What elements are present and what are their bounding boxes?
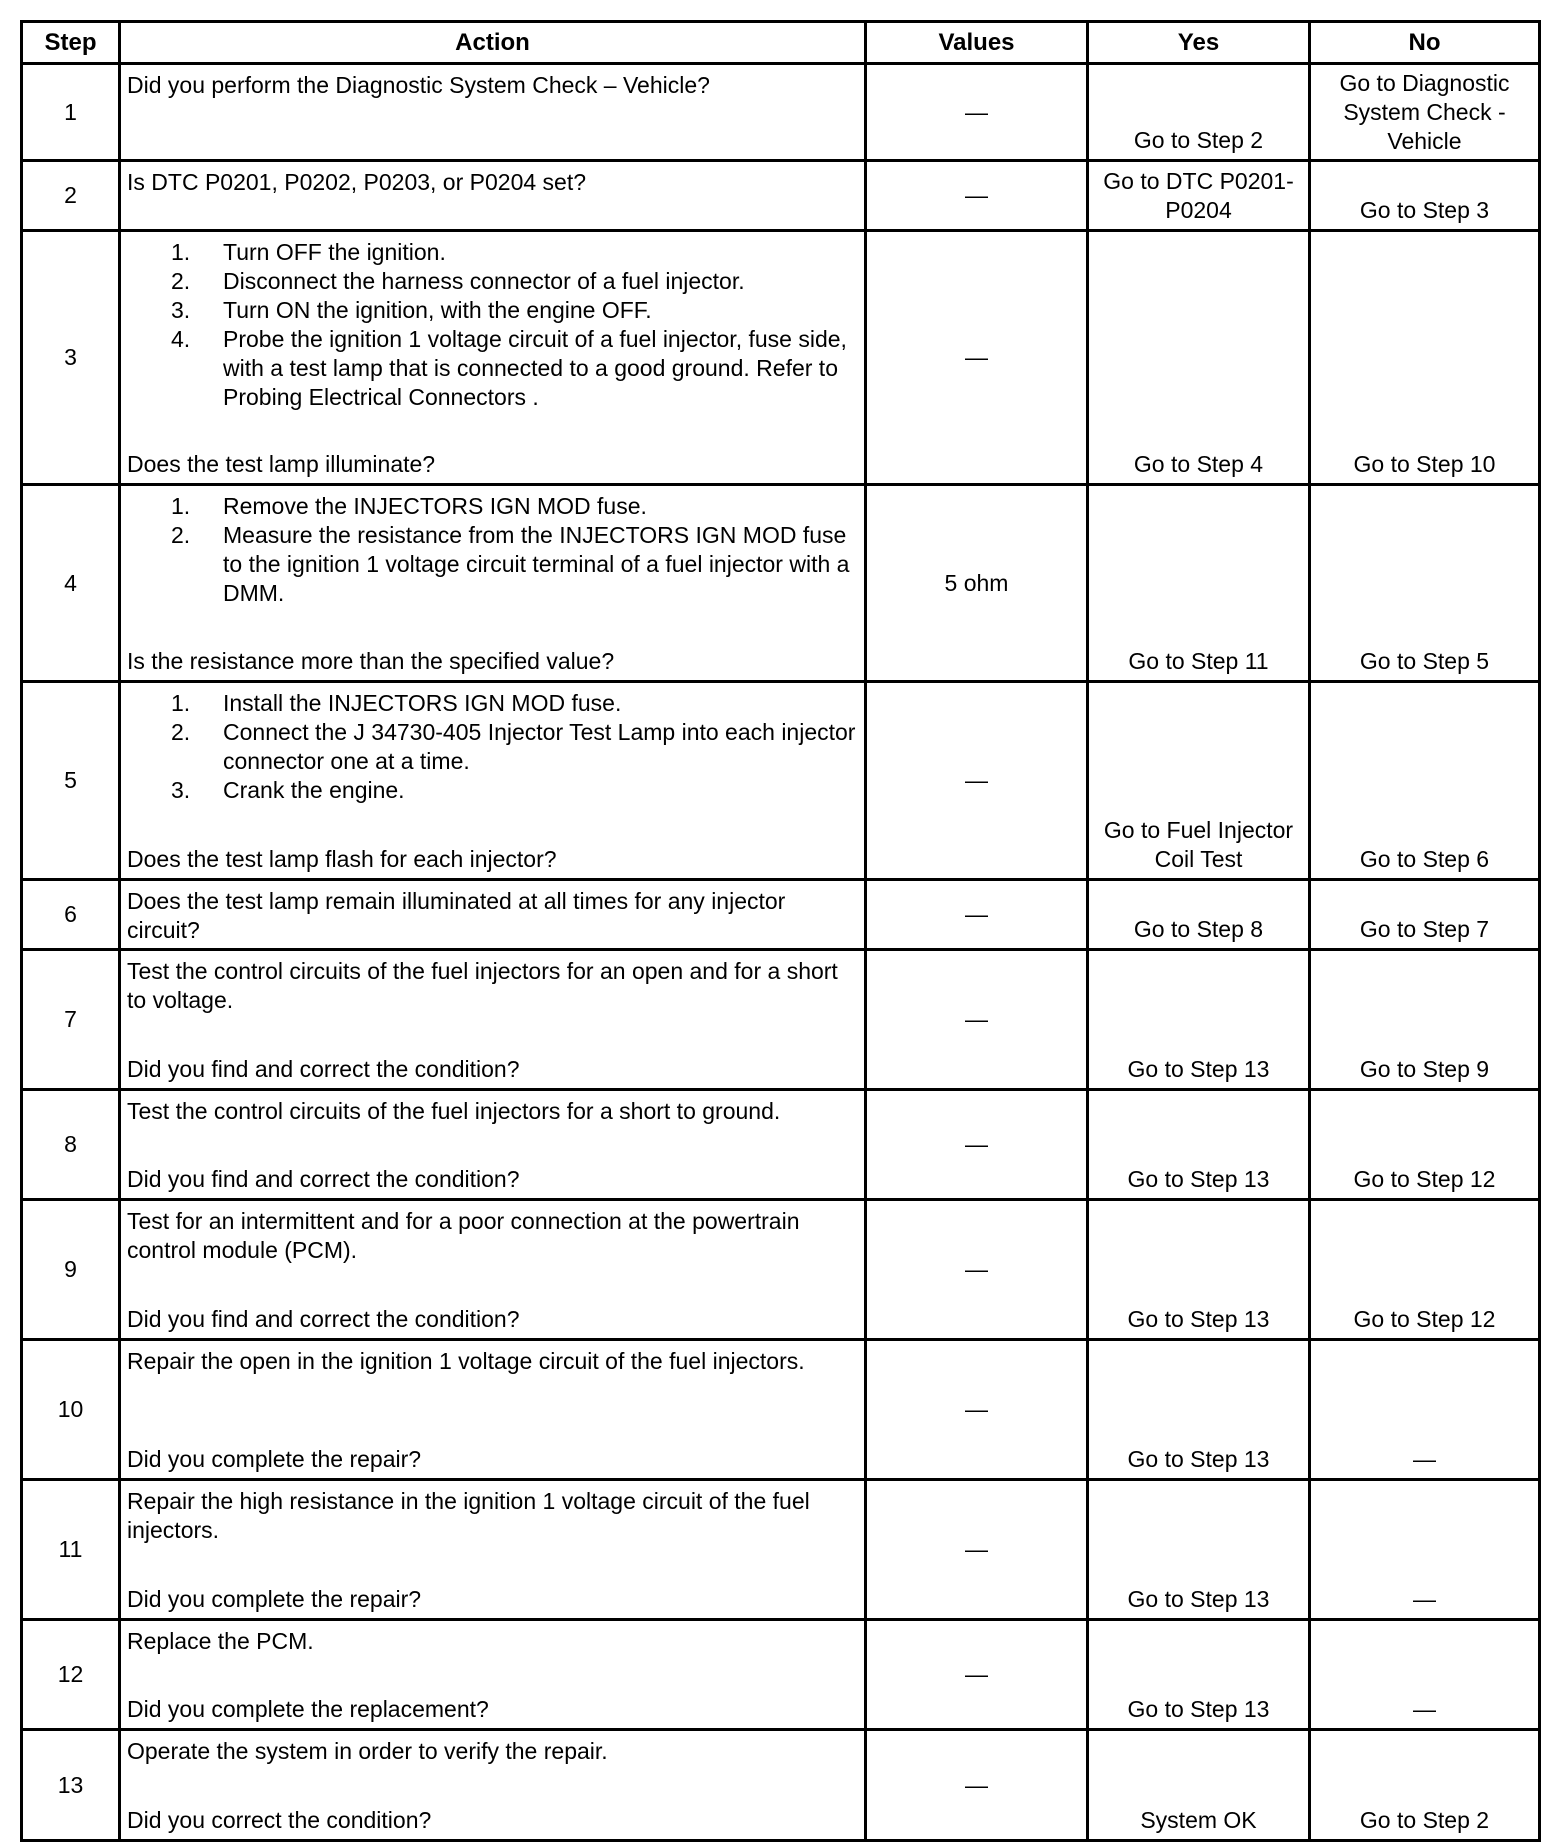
values-cell: — [866,880,1088,950]
list-item-number: 3. [171,777,191,803]
list-item [171,296,858,325]
list-item [171,776,858,805]
list-item-number: 4. [171,326,191,352]
step-number: 10 [22,1340,120,1480]
header-values: Values [866,22,1088,64]
yes-cell [1088,64,1310,161]
list-item-number: 3. [171,297,191,323]
action-steps-list [127,689,858,805]
yes-cell [1088,1090,1310,1200]
step-number: 8 [22,1090,120,1200]
list-item-text: Probe the ignition 1 voltage circuit of a fuel injector, fuse side, with a test lamp that is connected to a good ground. Refer to Probing Electrical Connectors . [223,326,847,410]
no-cell [1310,880,1540,950]
list-item [171,238,858,267]
no-cell [1310,682,1540,880]
table-row [22,950,1540,1090]
action-cell [120,1090,866,1200]
action-text: Repair the open in the ignition 1 voltage circuit of the fuel injectors. [127,1348,805,1374]
no-text: Go to Step 6 [1359,846,1490,872]
values-cell: — [866,64,1088,161]
list-item [171,325,858,412]
values-cell: — [866,231,1088,485]
no-cell [1310,1730,1540,1841]
header-step: Step [22,22,120,64]
table-row [22,1730,1540,1841]
values-cell: — [866,1480,1088,1620]
action-steps-list [127,238,858,412]
table-row [22,1340,1540,1480]
no-text: Go to Step 7 [1359,916,1490,942]
action-cell [120,880,866,950]
table-row [22,682,1540,880]
list-item-text: Disconnect the harness connector of a fuel injector. [223,268,745,294]
list-item-number: 2. [171,719,191,745]
yes-cell [1088,1620,1310,1730]
action-text: Did you perform the Diagnostic System Check – Vehicle? [127,72,710,98]
yes-text: Go to Fuel Injector Coil Test [1103,817,1294,872]
action-text: Repair the high resistance in the ignition 1 voltage circuit of the fuel injectors. [127,1488,810,1543]
table-row [22,64,1540,161]
action-cell [120,231,866,485]
yes-text: Go to Step 2 [1133,127,1264,153]
list-item-text: Turn OFF the ignition. [223,239,446,265]
values-cell: — [866,682,1088,880]
yes-text: System OK [1140,1807,1257,1833]
yes-cell [1088,485,1310,682]
action-cell [120,485,866,682]
action-cell [120,1480,866,1620]
step-number: 1 [22,64,120,161]
yes-cell [1088,1340,1310,1480]
header-row [22,22,1540,64]
action-text: Test for an intermittent and for a poor connection at the powertrain control module (PCM). [127,1208,800,1263]
values-cell: — [866,1730,1088,1841]
no-cell [1310,1200,1540,1340]
step-number: 12 [22,1620,120,1730]
no-text: Go to Step 3 [1359,197,1490,223]
action-steps-list [127,492,858,608]
list-item-number: 2. [171,522,191,548]
header-action: Action [120,22,866,64]
no-cell [1310,64,1540,161]
no-text: Go to Step 12 [1353,1306,1496,1332]
no-text: Go to Step 9 [1359,1056,1490,1082]
values-cell: — [866,1340,1088,1480]
list-item-text: Crank the engine. [223,777,405,803]
diagnostic-table [20,20,1541,1842]
list-item-number: 2. [171,268,191,294]
yes-text: Go to DTC P0201-P0204 [1103,168,1294,223]
yes-text: Go to Step 4 [1133,451,1264,477]
no-cell [1310,1480,1540,1620]
action-question: Is the resistance more than the specified value? [127,648,615,674]
values-cell: — [866,161,1088,231]
yes-cell [1088,231,1310,485]
no-text: Go to Diagnostic System Check - Vehicle [1339,70,1510,154]
list-item-text: Connect the J 34730-405 Injector Test Lamp into each injector connector one at a time. [223,719,856,774]
list-item-text: Install the INJECTORS IGN MOD fuse. [223,690,622,716]
yes-text: Go to Step 13 [1127,1696,1270,1722]
step-number: 4 [22,485,120,682]
step-number: 5 [22,682,120,880]
no-cell [1310,1090,1540,1200]
action-text: Test the control circuits of the fuel injectors for a short to ground. [127,1098,781,1124]
action-question: Does the test lamp illuminate? [127,451,436,477]
table-row [22,1090,1540,1200]
yes-cell [1088,682,1310,880]
action-cell [120,682,866,880]
list-item [171,521,858,608]
action-question: Did you find and correct the condition? [127,1306,520,1332]
list-item-number: 1. [171,239,191,265]
action-question: Does the test lamp flash for each injector? [127,846,557,872]
header-no: No [1310,22,1540,64]
yes-text: Go to Step 13 [1127,1056,1270,1082]
list-item [171,718,858,776]
no-cell [1310,231,1540,485]
no-text: Go to Step 12 [1353,1166,1496,1192]
action-text: Is DTC P0201, P0202, P0203, or P0204 set? [127,169,587,195]
no-text: — [1413,1586,1436,1612]
no-text: Go to Step 2 [1359,1807,1490,1833]
yes-text: Go to Step 13 [1127,1586,1270,1612]
step-number: 7 [22,950,120,1090]
action-question: Did you find and correct the condition? [127,1166,520,1192]
table-row [22,1620,1540,1730]
table-row [22,485,1540,682]
no-cell [1310,161,1540,231]
yes-text: Go to Step 13 [1127,1306,1270,1332]
table-row [22,231,1540,485]
action-cell [120,1730,866,1841]
yes-cell [1088,1200,1310,1340]
yes-cell [1088,1480,1310,1620]
list-item-number: 1. [171,493,191,519]
yes-cell [1088,161,1310,231]
action-cell [120,161,866,231]
action-text: Does the test lamp remain illuminated at all times for any injector circuit? [127,888,786,943]
no-cell [1310,1620,1540,1730]
table-row [22,1480,1540,1620]
list-item [171,267,858,296]
yes-text: Go to Step 11 [1128,648,1269,674]
step-number: 11 [22,1480,120,1620]
header-yes: Yes [1088,22,1310,64]
list-item-number: 1. [171,690,191,716]
step-number: 6 [22,880,120,950]
step-number: 13 [22,1730,120,1841]
list-item [171,689,858,718]
yes-cell [1088,880,1310,950]
action-question: Did you complete the repair? [127,1446,422,1472]
action-cell [120,64,866,161]
no-text: — [1413,1446,1436,1472]
no-text: Go to Step 10 [1353,451,1496,477]
values-cell: — [866,1090,1088,1200]
action-text: Test the control circuits of the fuel injectors for an open and for a short to voltage. [127,958,838,1013]
no-text: — [1413,1696,1436,1722]
yes-text: Go to Step 13 [1127,1166,1270,1192]
action-cell [120,1340,866,1480]
yes-cell [1088,950,1310,1090]
values-cell: — [866,1200,1088,1340]
action-question: Did you find and correct the condition? [127,1056,520,1082]
action-question: Did you complete the replacement? [127,1696,489,1722]
list-item-text: Measure the resistance from the INJECTORS IGN MOD fuse to the ignition 1 voltage circuit terminal of a fuel injector with a DMM. [223,522,850,606]
no-cell [1310,485,1540,682]
action-cell [120,1620,866,1730]
table-row [22,161,1540,231]
action-question: Did you complete the repair? [127,1586,422,1612]
table-row [22,880,1540,950]
action-text: Operate the system in order to verify the repair. [127,1738,608,1764]
action-text: Replace the PCM. [127,1628,314,1654]
step-number: 2 [22,161,120,231]
values-cell: — [866,950,1088,1090]
table-row [22,1200,1540,1340]
yes-cell [1088,1730,1310,1841]
no-cell [1310,1340,1540,1480]
action-cell [120,1200,866,1340]
step-number: 9 [22,1200,120,1340]
step-number: 3 [22,231,120,485]
yes-text: Go to Step 8 [1133,916,1264,942]
list-item-text: Remove the INJECTORS IGN MOD fuse. [223,493,647,519]
list-item [171,492,858,521]
yes-text: Go to Step 13 [1127,1446,1270,1472]
action-question: Did you correct the condition? [127,1807,432,1833]
values-cell: 5 ohm [866,485,1088,682]
no-cell [1310,950,1540,1090]
action-cell [120,950,866,1090]
values-cell: — [866,1620,1088,1730]
list-item-text: Turn ON the ignition, with the engine OFF. [223,297,652,323]
no-text: Go to Step 5 [1359,648,1490,674]
